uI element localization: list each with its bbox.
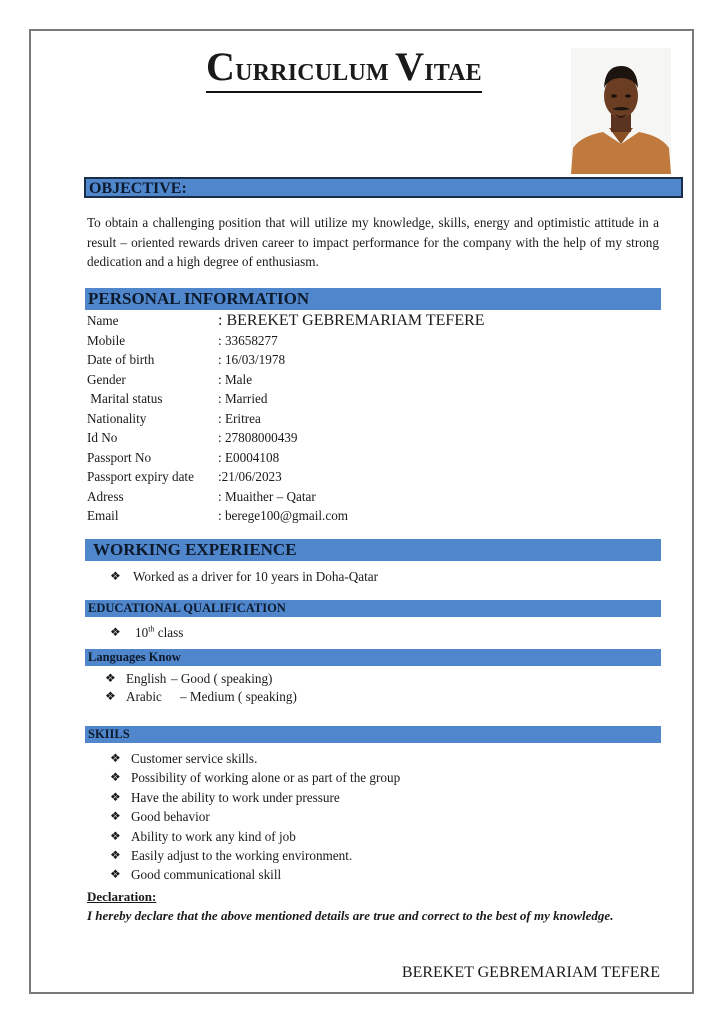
info-row-nationality [87, 409, 485, 429]
diamond-bullet-icon: ❖ [105, 671, 116, 685]
list-item [110, 567, 378, 586]
info-row-address [87, 487, 485, 507]
info-label: Email [87, 508, 119, 523]
title-initial-v: V [395, 44, 425, 89]
education-list [110, 623, 183, 642]
personal-information-heading: PERSONAL INFORMATION [85, 288, 661, 310]
working-experience-heading: WORKING EXPERIENCE [85, 539, 661, 561]
experience-item-text: Worked as a driver for 10 years in Doha-Qatar [133, 569, 379, 584]
skills-heading: SKIILS [85, 726, 661, 743]
info-label: Marital status [87, 391, 163, 406]
info-label: Name [87, 313, 119, 328]
diamond-bullet-icon: ❖ [110, 847, 121, 862]
info-value-marital-status: : Married [218, 391, 268, 406]
info-label: Mobile [87, 332, 126, 348]
language-name: Arabic [126, 688, 162, 704]
diamond-bullet-icon: ❖ [110, 867, 121, 882]
list-item [110, 807, 400, 826]
info-row-mobile [87, 331, 485, 351]
working-experience-list [110, 567, 378, 586]
person-portrait-icon [571, 48, 671, 174]
education-item-text [135, 623, 183, 642]
diamond-bullet-icon: ❖ [110, 789, 121, 804]
list-item [110, 623, 183, 642]
skill-text: Good communicational skill [131, 867, 282, 883]
language-level: – Medium ( speaking) [180, 688, 297, 704]
diamond-bullet-icon: ❖ [110, 751, 121, 765]
document-title [206, 44, 482, 93]
diamond-bullet-icon: ❖ [110, 828, 121, 843]
skills-list [110, 749, 400, 885]
list-item [105, 688, 297, 706]
info-row-date-of-birth [87, 350, 485, 370]
info-row-marital-status [87, 389, 485, 409]
declaration-text: I hereby declare that the above mentioned details are true and correct to the best of my knowledge. [87, 908, 614, 923]
title-word-curriculum: URRICULUM [235, 60, 396, 86]
diamond-bullet-icon: ❖ [110, 770, 121, 785]
info-row-id-no [87, 428, 485, 448]
info-label: Passport expiry date [87, 469, 194, 484]
skill-text: Possibility of working alone or as part of the group [131, 770, 401, 786]
title-initial-c: C [206, 44, 236, 89]
educational-qualification-heading: EDUCATIONAL QUALIFICATION [85, 600, 661, 617]
skill-text: Good behavior [131, 809, 210, 825]
objective-text: To obtain a challenging position that will utilize my knowledge, skills, energy and optimistic attitude in a result – oriented rewards driven career to impact performance for the company with the help of my strong dedication and a high degree of enthusiasm. [87, 215, 659, 269]
skill-text: Easily adjust to the working environment. [131, 847, 353, 863]
list-item [105, 670, 297, 688]
list-item [110, 846, 400, 865]
languages-heading: Languages Know [85, 649, 661, 666]
diamond-bullet-icon: ❖ [110, 625, 121, 639]
info-label: Nationality [87, 410, 147, 426]
personal-information-table [87, 311, 485, 526]
info-row-email [87, 506, 485, 526]
info-row-passport-no [87, 448, 485, 468]
info-row-gender [87, 370, 485, 390]
info-label: Adress [87, 488, 124, 504]
info-value-address: : Muaither – Qatar [218, 488, 316, 504]
list-item [110, 788, 400, 807]
profile-photo [571, 48, 671, 174]
info-label: Passport No [87, 449, 152, 465]
diamond-bullet-icon: ❖ [105, 688, 116, 703]
language-name: English [126, 671, 167, 686]
title-word-vitae: ITAE [424, 60, 482, 86]
diamond-bullet-icon: ❖ [110, 569, 121, 583]
diamond-bullet-icon: ❖ [110, 809, 121, 824]
info-row-passport-expiry [87, 467, 485, 487]
list-item [110, 865, 400, 884]
info-value-gender: : Male [218, 371, 253, 387]
list-item [110, 827, 400, 846]
education-grade-suffix: th [148, 624, 155, 634]
info-value-mobile: : 33658277 [218, 332, 278, 348]
languages-list [105, 670, 297, 705]
info-label: Date of birth [87, 352, 155, 367]
skill-text: Customer service skills. [131, 751, 258, 766]
info-value-passport-no: : E0004108 [218, 449, 280, 465]
declaration-heading: Declaration: [87, 889, 157, 904]
list-item [110, 749, 400, 768]
info-label: Id No [87, 430, 118, 445]
info-row-name [87, 311, 485, 331]
info-value-date-of-birth: : 16/03/1978 [218, 352, 286, 367]
info-value-id-no: : 27808000439 [218, 430, 298, 445]
info-value-name: : BEREKET GEBREMARIAM TEFERE [218, 312, 485, 329]
education-grade-label: class [154, 625, 184, 640]
skill-text: Ability to work any kind of job [131, 828, 296, 844]
language-level: – Good ( speaking) [171, 671, 273, 686]
info-value-email: : berege100@gmail.com [218, 508, 349, 523]
list-item [110, 768, 400, 787]
skill-text: Have the ability to work under pressure [131, 789, 340, 805]
signature-name: BEREKET GEBREMARIAM TEFERE [401, 964, 660, 981]
objective-heading: OBJECTIVE: [84, 177, 683, 198]
info-value-nationality: : Eritrea [218, 410, 261, 426]
info-value-passport-expiry: :21/06/2023 [218, 469, 282, 484]
education-grade-number: 10 [135, 625, 149, 640]
info-label: Gender [87, 371, 126, 387]
